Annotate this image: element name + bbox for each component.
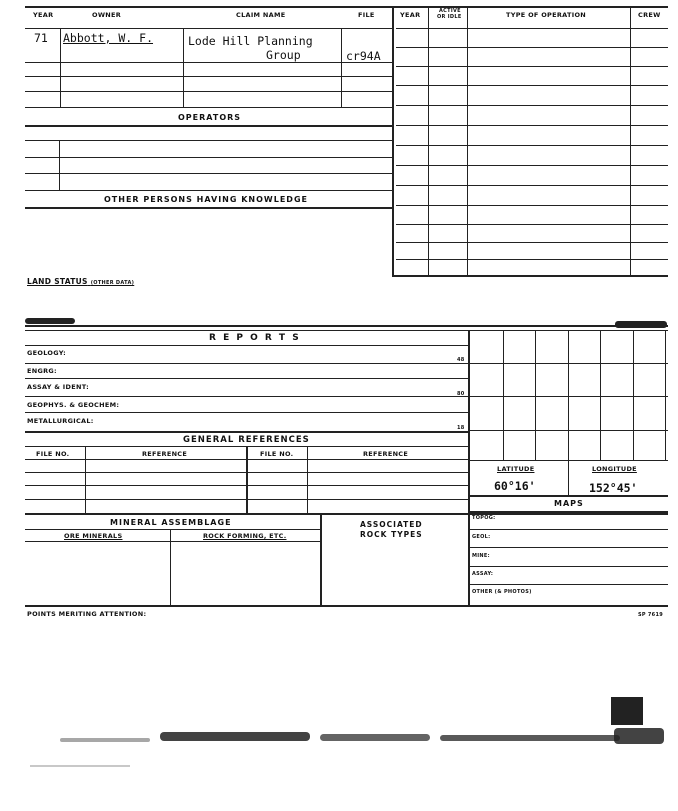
rule [396,66,668,67]
rule [25,529,320,530]
header-owner: OWNER [92,11,122,19]
entry-claim-line2: Group [266,48,301,62]
rule [396,165,668,166]
rule [25,431,468,433]
maps-topog: TOPOG: [472,515,496,521]
report-engrg: ENGRG: [27,367,57,375]
rule [396,185,668,186]
rule [468,566,668,567]
scan-square [611,697,643,725]
rule [25,207,393,209]
header-year-2: YEAR [400,11,421,19]
rock-forming-label: ROCK FORMING, ETC. [203,532,287,540]
rule [183,28,184,108]
rule [25,363,468,364]
header-active: ACTIVE [439,8,461,14]
report-metallurgical-num: 18 [457,425,465,431]
scan-smudge [160,732,310,741]
latitude-label: LATITUDE [497,465,535,473]
scan-smudge [60,738,150,742]
rule [396,105,668,106]
report-metallurgical: METALLURGICAL: [27,417,94,425]
entry-owner: Abbott, W. F. [63,31,154,45]
rule [25,412,468,413]
latitude-value: 60°16' [494,479,536,493]
rule [25,330,668,331]
rule [320,513,322,606]
rule [25,190,393,191]
rule [25,378,468,379]
header-underline-right [396,28,668,29]
rule [25,125,393,127]
report-geology: GEOLOGY: [27,349,67,357]
rule [396,259,668,260]
col-file-no-1: FILE NO. [36,450,70,458]
report-assay-num: 80 [457,391,465,397]
rule [468,511,668,513]
rule [25,157,393,158]
land-status-text: LAND STATUS [27,277,88,286]
land-status-sub: (OTHER DATA) [90,280,135,286]
scan-smudge [30,765,130,767]
rule [600,330,601,460]
mineral-assemblage-title: MINERAL ASSEMBLAGE [110,518,232,527]
points-meriting-attention: POINTS MERITING ATTENTION: [27,610,147,618]
operators-heading: OPERATORS [178,113,242,122]
report-geophys: GEOPHYS. & GEOCHEM: [27,401,120,409]
rule [25,325,668,327]
scan-mark [25,318,75,324]
col-reference-2: REFERENCE [363,450,409,458]
rule [633,330,634,460]
header-crew: CREW [638,11,661,19]
rule [665,330,666,460]
rule [468,584,668,585]
longitude-value: 152°45' [589,481,638,495]
rule [307,446,308,513]
rule [25,396,468,397]
maps-title: MAPS [554,499,584,508]
other-persons-heading: OTHER PERSONS HAVING KNOWLEDGE [104,195,308,204]
rule [85,446,86,513]
rule [468,430,668,431]
header-type-of-operation: TYPE OF OPERATION [506,11,587,19]
entry-claim-line1: Lode Hill Planning [188,34,313,48]
rule [25,513,668,515]
rule [25,173,393,174]
report-geology-num: 48 [457,357,465,363]
rule [396,145,668,146]
rule [396,125,668,126]
rule [468,363,668,364]
general-references-title: GENERAL REFERENCES [183,435,310,445]
maps-other: OTHER (& PHOTOS) [472,589,532,595]
maps-geol: GEOL: [472,534,491,540]
rule [396,85,668,86]
rule [396,205,668,206]
rule [468,396,668,397]
rule [392,6,394,276]
rule [535,330,536,460]
rule [25,605,668,607]
rule [170,529,171,606]
rule [468,330,470,606]
top-rule [25,6,668,8]
maps-mine: MINE: [472,553,490,559]
rule [568,330,569,460]
rule [392,275,668,277]
maps-assay: ASSAY: [472,571,494,577]
reports-title: R E P O R T S [209,333,301,343]
rule [25,140,393,141]
rule [25,62,393,63]
rule [503,330,504,460]
rule [341,28,342,108]
ore-minerals-label: ORE MINERALS [64,532,123,540]
rule [468,495,668,497]
rule [25,107,393,108]
rule [25,345,468,346]
header-claim-name: CLAIM NAME [236,11,286,19]
rule [25,541,320,542]
rule [396,224,668,225]
rule [60,28,61,108]
report-assay: ASSAY & IDENT: [27,383,89,391]
header-underline-left [25,28,393,29]
land-status-label [27,277,134,286]
form-number: SP 7619 [638,612,664,618]
scan-smudge [320,734,430,741]
rule [568,460,569,496]
col-reference-1: REFERENCE [142,450,188,458]
rule [25,76,393,77]
col-file-no-2: FILE NO. [260,450,294,458]
associated-label-2: ROCK TYPES [360,530,423,539]
header-file: FILE [358,11,375,19]
entry-file: cr94A [346,49,381,63]
rule [468,547,668,548]
associated-label-1: ASSOCIATED [360,520,423,529]
rule [396,242,668,243]
rule [59,140,60,190]
header-or-idle: OR IDLE [437,14,462,20]
rule [25,91,393,92]
header-year: YEAR [33,11,54,19]
rule [246,446,248,513]
rule [396,47,668,48]
scan-smudge [440,735,620,741]
longitude-label: LONGITUDE [592,465,637,473]
rule [468,529,668,530]
scan-smudge [614,728,664,744]
entry-year: 71 [34,31,48,45]
